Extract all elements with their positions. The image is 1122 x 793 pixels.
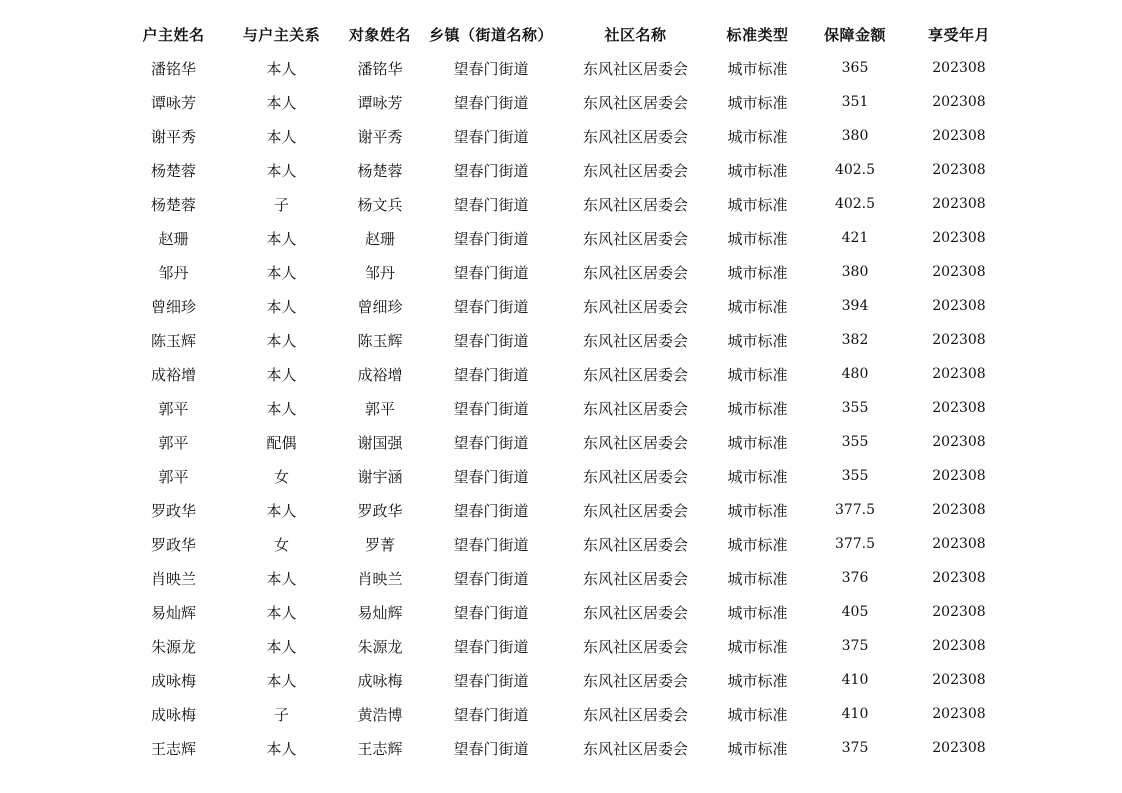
cell-year-month: 202308 xyxy=(932,468,986,484)
table-row xyxy=(122,663,1012,697)
cell-amount: 380 xyxy=(841,264,869,280)
cell-householder-name: 郭平 xyxy=(158,467,189,486)
cell-community: 东风社区居委会 xyxy=(582,637,688,656)
cell-community: 东风社区居委会 xyxy=(582,569,688,588)
cell-community: 东风社区居委会 xyxy=(582,195,688,214)
cell-relationship: 本人 xyxy=(266,501,297,520)
cell-householder-name: 王志辉 xyxy=(150,739,196,758)
cell-township: 望春门街道 xyxy=(453,705,529,724)
cell-community: 东风社区居委会 xyxy=(582,399,688,418)
cell-year-month: 202308 xyxy=(932,400,986,416)
cell-householder-name: 杨楚蓉 xyxy=(150,195,196,214)
cell-standard-type: 城市标准 xyxy=(727,399,788,418)
cell-householder-name: 成裕增 xyxy=(150,365,196,384)
table-row xyxy=(122,425,1012,459)
cell-householder-name: 易灿辉 xyxy=(150,603,196,622)
cell-amount: 376 xyxy=(841,570,869,586)
cell-recipient-name: 谢宇涵 xyxy=(357,467,403,486)
cell-year-month: 202308 xyxy=(932,638,986,654)
table-row xyxy=(122,527,1012,561)
cell-relationship: 女 xyxy=(273,467,289,486)
cell-year-month: 202308 xyxy=(932,570,986,586)
table-row xyxy=(122,595,1012,629)
cell-relationship: 女 xyxy=(273,535,289,554)
cell-township: 望春门街道 xyxy=(453,399,529,418)
cell-relationship: 本人 xyxy=(266,399,297,418)
cell-year-month: 202308 xyxy=(932,162,986,178)
cell-amount: 410 xyxy=(841,672,869,688)
cell-relationship: 本人 xyxy=(266,365,297,384)
cell-amount: 355 xyxy=(841,434,869,450)
cell-recipient-name: 黄浩博 xyxy=(357,705,403,724)
table-body xyxy=(122,51,1012,765)
cell-relationship: 本人 xyxy=(266,127,297,146)
cell-standard-type: 城市标准 xyxy=(727,331,788,350)
cell-recipient-name: 赵珊 xyxy=(364,229,395,248)
table-row xyxy=(122,357,1012,391)
header-amount: 保障金额 xyxy=(823,25,886,44)
header-community: 社区名称 xyxy=(604,25,667,44)
cell-year-month: 202308 xyxy=(932,740,986,756)
subsidy-table-sheet xyxy=(122,17,1012,765)
cell-township: 望春门街道 xyxy=(453,59,529,78)
cell-community: 东风社区居委会 xyxy=(582,603,688,622)
cell-year-month: 202308 xyxy=(932,434,986,450)
cell-township: 望春门街道 xyxy=(453,637,529,656)
cell-amount: 377.5 xyxy=(834,502,876,518)
cell-amount: 355 xyxy=(841,400,869,416)
cell-householder-name: 潘铭华 xyxy=(150,59,196,78)
cell-standard-type: 城市标准 xyxy=(727,433,788,452)
cell-township: 望春门街道 xyxy=(453,229,529,248)
cell-township: 望春门街道 xyxy=(453,569,529,588)
cell-amount: 402.5 xyxy=(834,196,876,212)
cell-householder-name: 朱源龙 xyxy=(150,637,196,656)
cell-community: 东风社区居委会 xyxy=(582,433,688,452)
cell-amount: 375 xyxy=(841,740,869,756)
table-row xyxy=(122,459,1012,493)
header-township: 乡镇（街道名称） xyxy=(428,25,553,44)
table-row xyxy=(122,493,1012,527)
cell-recipient-name: 成裕增 xyxy=(357,365,403,384)
table-row xyxy=(122,323,1012,357)
cell-standard-type: 城市标准 xyxy=(727,637,788,656)
cell-recipient-name: 王志辉 xyxy=(357,739,403,758)
cell-householder-name: 邹丹 xyxy=(158,263,189,282)
cell-community: 东风社区居委会 xyxy=(582,705,688,724)
cell-community: 东风社区居委会 xyxy=(582,127,688,146)
cell-standard-type: 城市标准 xyxy=(727,739,788,758)
cell-standard-type: 城市标准 xyxy=(727,671,788,690)
cell-relationship: 本人 xyxy=(266,671,297,690)
cell-township: 望春门街道 xyxy=(453,433,529,452)
cell-year-month: 202308 xyxy=(932,264,986,280)
cell-recipient-name: 谢国强 xyxy=(357,433,403,452)
cell-amount: 480 xyxy=(841,366,869,382)
cell-householder-name: 陈玉辉 xyxy=(150,331,196,350)
cell-recipient-name: 成咏梅 xyxy=(357,671,403,690)
cell-householder-name: 赵珊 xyxy=(158,229,189,248)
table-row xyxy=(122,561,1012,595)
cell-township: 望春门街道 xyxy=(453,93,529,112)
cell-community: 东风社区居委会 xyxy=(582,331,688,350)
cell-relationship: 本人 xyxy=(266,603,297,622)
header-year-month: 享受年月 xyxy=(927,25,990,44)
table-row xyxy=(122,289,1012,323)
cell-householder-name: 郭平 xyxy=(158,433,189,452)
cell-standard-type: 城市标准 xyxy=(727,93,788,112)
cell-amount: 380 xyxy=(841,128,869,144)
cell-recipient-name: 朱源龙 xyxy=(357,637,403,656)
cell-year-month: 202308 xyxy=(932,332,986,348)
cell-recipient-name: 罗政华 xyxy=(357,501,403,520)
cell-amount: 410 xyxy=(841,706,869,722)
cell-community: 东风社区居委会 xyxy=(582,161,688,180)
table-row xyxy=(122,629,1012,663)
cell-township: 望春门街道 xyxy=(453,195,529,214)
cell-standard-type: 城市标准 xyxy=(727,705,788,724)
cell-community: 东风社区居委会 xyxy=(582,501,688,520)
cell-standard-type: 城市标准 xyxy=(727,535,788,554)
cell-amount: 394 xyxy=(841,298,869,314)
cell-recipient-name: 罗菁 xyxy=(364,535,395,554)
cell-year-month: 202308 xyxy=(932,536,986,552)
cell-year-month: 202308 xyxy=(932,196,986,212)
cell-relationship: 本人 xyxy=(266,297,297,316)
cell-community: 东风社区居委会 xyxy=(582,229,688,248)
cell-township: 望春门街道 xyxy=(453,501,529,520)
table-row xyxy=(122,731,1012,765)
cell-recipient-name: 谢平秀 xyxy=(357,127,403,146)
cell-township: 望春门街道 xyxy=(453,603,529,622)
cell-householder-name: 郭平 xyxy=(158,399,189,418)
cell-standard-type: 城市标准 xyxy=(727,297,788,316)
table-row xyxy=(122,153,1012,187)
cell-recipient-name: 曾细珍 xyxy=(357,297,403,316)
cell-year-month: 202308 xyxy=(932,502,986,518)
table-row xyxy=(122,221,1012,255)
header-standard-type: 标准类型 xyxy=(726,25,789,44)
cell-community: 东风社区居委会 xyxy=(582,365,688,384)
cell-standard-type: 城市标准 xyxy=(727,603,788,622)
cell-relationship: 配偶 xyxy=(266,433,297,452)
cell-recipient-name: 肖映兰 xyxy=(357,569,403,588)
table-row xyxy=(122,85,1012,119)
cell-township: 望春门街道 xyxy=(453,671,529,690)
cell-amount: 351 xyxy=(841,94,869,110)
cell-township: 望春门街道 xyxy=(453,263,529,282)
cell-recipient-name: 杨楚蓉 xyxy=(357,161,403,180)
cell-relationship: 本人 xyxy=(266,161,297,180)
cell-relationship: 子 xyxy=(273,705,289,724)
cell-recipient-name: 潘铭华 xyxy=(357,59,403,78)
cell-recipient-name: 郭平 xyxy=(364,399,395,418)
cell-year-month: 202308 xyxy=(932,366,986,382)
cell-community: 东风社区居委会 xyxy=(582,535,688,554)
cell-standard-type: 城市标准 xyxy=(727,467,788,486)
cell-relationship: 本人 xyxy=(266,229,297,248)
cell-recipient-name: 邹丹 xyxy=(364,263,395,282)
cell-relationship: 本人 xyxy=(266,569,297,588)
table-header-row xyxy=(122,17,1012,51)
cell-standard-type: 城市标准 xyxy=(727,263,788,282)
cell-relationship: 本人 xyxy=(266,59,297,78)
cell-householder-name: 谢平秀 xyxy=(150,127,196,146)
cell-community: 东风社区居委会 xyxy=(582,59,688,78)
cell-year-month: 202308 xyxy=(932,298,986,314)
cell-recipient-name: 杨文兵 xyxy=(357,195,403,214)
cell-amount: 405 xyxy=(841,604,869,620)
cell-householder-name: 杨楚蓉 xyxy=(150,161,196,180)
cell-householder-name: 罗政华 xyxy=(150,535,196,554)
table-row xyxy=(122,51,1012,85)
cell-year-month: 202308 xyxy=(932,94,986,110)
cell-year-month: 202308 xyxy=(932,128,986,144)
cell-township: 望春门街道 xyxy=(453,127,529,146)
cell-recipient-name: 陈玉辉 xyxy=(357,331,403,350)
cell-year-month: 202308 xyxy=(932,706,986,722)
cell-amount: 377.5 xyxy=(834,536,876,552)
cell-township: 望春门街道 xyxy=(453,535,529,554)
cell-township: 望春门街道 xyxy=(453,365,529,384)
cell-standard-type: 城市标准 xyxy=(727,161,788,180)
cell-township: 望春门街道 xyxy=(453,161,529,180)
cell-amount: 365 xyxy=(841,60,869,76)
cell-township: 望春门街道 xyxy=(453,467,529,486)
cell-householder-name: 谭咏芳 xyxy=(150,93,196,112)
cell-relationship: 本人 xyxy=(266,331,297,350)
cell-amount: 402.5 xyxy=(834,162,876,178)
cell-year-month: 202308 xyxy=(932,604,986,620)
cell-householder-name: 曾细珍 xyxy=(150,297,196,316)
cell-community: 东风社区居委会 xyxy=(582,467,688,486)
cell-standard-type: 城市标准 xyxy=(727,59,788,78)
cell-community: 东风社区居委会 xyxy=(582,297,688,316)
header-householder-name: 户主姓名 xyxy=(142,25,205,44)
cell-amount: 375 xyxy=(841,638,869,654)
cell-standard-type: 城市标准 xyxy=(727,365,788,384)
table-row xyxy=(122,697,1012,731)
cell-amount: 421 xyxy=(841,230,869,246)
header-recipient-name: 对象姓名 xyxy=(348,25,411,44)
cell-amount: 382 xyxy=(841,332,869,348)
cell-relationship: 本人 xyxy=(266,93,297,112)
cell-relationship: 子 xyxy=(273,195,289,214)
cell-year-month: 202308 xyxy=(932,60,986,76)
cell-householder-name: 肖映兰 xyxy=(150,569,196,588)
cell-community: 东风社区居委会 xyxy=(582,93,688,112)
cell-relationship: 本人 xyxy=(266,739,297,758)
cell-community: 东风社区居委会 xyxy=(582,739,688,758)
cell-community: 东风社区居委会 xyxy=(582,671,688,690)
cell-township: 望春门街道 xyxy=(453,739,529,758)
cell-recipient-name: 谭咏芳 xyxy=(357,93,403,112)
header-relationship: 与户主关系 xyxy=(242,25,321,44)
cell-recipient-name: 易灿辉 xyxy=(357,603,403,622)
table-row xyxy=(122,391,1012,425)
cell-year-month: 202308 xyxy=(932,230,986,246)
cell-standard-type: 城市标准 xyxy=(727,195,788,214)
cell-relationship: 本人 xyxy=(266,263,297,282)
table-row xyxy=(122,119,1012,153)
table-row xyxy=(122,187,1012,221)
cell-year-month: 202308 xyxy=(932,672,986,688)
cell-householder-name: 成咏梅 xyxy=(150,705,196,724)
cell-standard-type: 城市标准 xyxy=(727,569,788,588)
table-row xyxy=(122,255,1012,289)
cell-standard-type: 城市标准 xyxy=(727,229,788,248)
subsidy-table xyxy=(122,17,1012,765)
cell-standard-type: 城市标准 xyxy=(727,501,788,520)
cell-township: 望春门街道 xyxy=(453,297,529,316)
cell-relationship: 本人 xyxy=(266,637,297,656)
cell-householder-name: 罗政华 xyxy=(150,501,196,520)
cell-township: 望春门街道 xyxy=(453,331,529,350)
cell-community: 东风社区居委会 xyxy=(582,263,688,282)
cell-amount: 355 xyxy=(841,468,869,484)
cell-householder-name: 成咏梅 xyxy=(150,671,196,690)
cell-standard-type: 城市标准 xyxy=(727,127,788,146)
